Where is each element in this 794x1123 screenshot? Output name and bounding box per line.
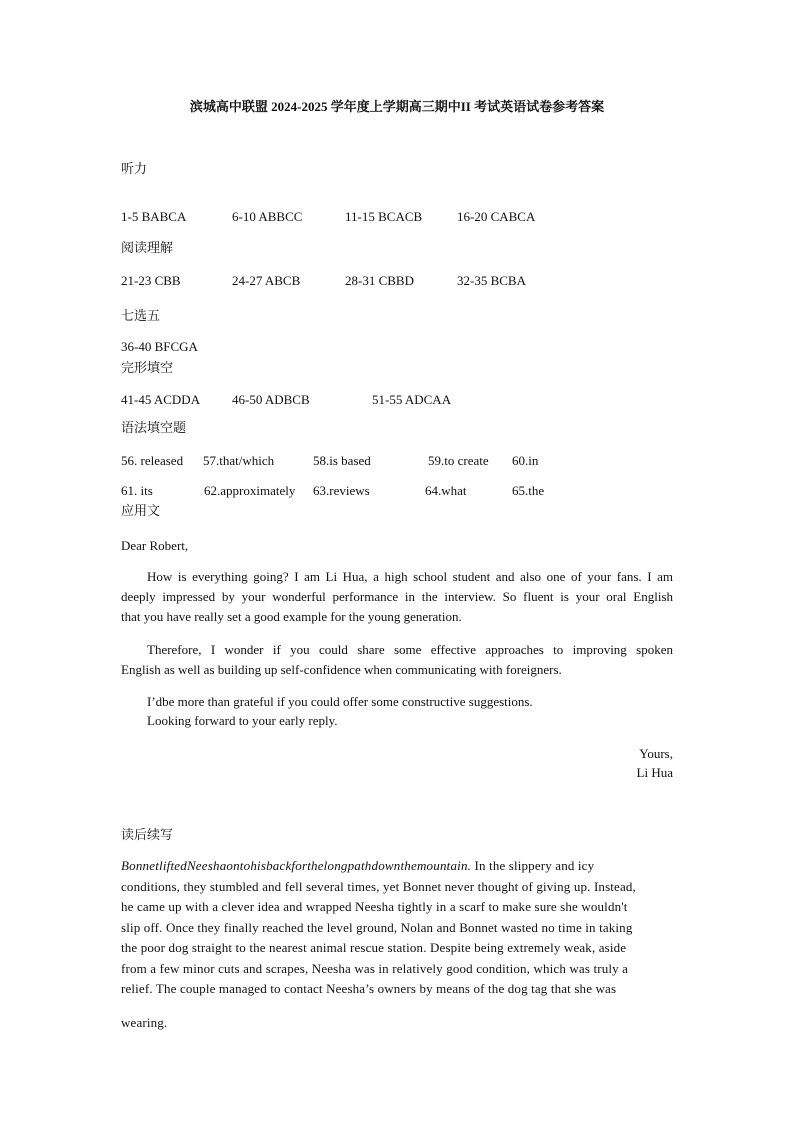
- section-heading-listening: 听力: [121, 162, 148, 177]
- letter-closing: Yours,: [639, 746, 673, 761]
- answer-group: 36-40 BFCGA: [121, 339, 198, 354]
- grammar-answer: 61. its: [121, 483, 153, 498]
- answer-group: 46-50 ADBCB: [232, 392, 310, 407]
- grammar-answer: 57.that/which: [203, 453, 275, 468]
- letter-line: Looking forward to your early reply.: [147, 713, 338, 728]
- story-opening-sentence: BonnetliftedNeeshaontohisbackforthelongpathdownthemountain.: [121, 858, 472, 873]
- section-heading-seven-choose-five: 七选五: [121, 309, 161, 324]
- answer-group: 16-20 CABCA: [457, 209, 536, 224]
- section-heading-application: 应用文: [121, 504, 161, 519]
- grammar-answer: 56. released: [121, 453, 184, 468]
- answer-group: 6-10 ABBCC: [232, 209, 303, 224]
- answer-group: 41-45 ACDDA: [121, 392, 201, 407]
- grammar-answer: 60.in: [512, 453, 539, 468]
- story-line: conditions, they stumbled and fell several times, yet Bonnet never thought of giving up. Instead,: [121, 879, 636, 894]
- letter-line: that you have really set a good example for the young generation.: [121, 609, 462, 624]
- grammar-answer: 63.reviews: [313, 483, 370, 498]
- story-line: [121, 856, 594, 876]
- grammar-answer: 62.approximately: [204, 483, 296, 498]
- document-title: 滨城高中联盟 2024-2025 学年度上学期高三期中II 考试英语试卷参考答案: [189, 99, 605, 114]
- answer-group: 11-15 BCACB: [345, 209, 423, 224]
- grammar-answer: 64.what: [425, 483, 467, 498]
- section-heading-cloze: 完形填空: [121, 361, 174, 376]
- grammar-answer: 59.to create: [428, 453, 489, 468]
- story-line: from a few minor cuts and scrapes, Neesha was in relatively good condition, which was truly a: [121, 961, 629, 976]
- letter-line: How is everything going? I am Li Hua, a high school student and also one of your fans. I am: [147, 569, 673, 584]
- answer-group: 24-27 ABCB: [232, 273, 301, 288]
- answer-group: 28-31 CBBD: [345, 273, 414, 288]
- story-line: the poor dog straight to the nearest animal rescue station. Despite being extremely weak, aside: [121, 940, 627, 955]
- letter-line: Therefore, I wonder if you could share some effective approaches to improving spoken: [147, 642, 673, 657]
- story-line-text: In the slippery and icy: [474, 858, 595, 873]
- answer-group: 51-55 ADCAA: [372, 392, 452, 407]
- letter-salutation: Dear Robert,: [121, 538, 189, 553]
- story-line: relief. The couple managed to contact Neesha’s owners by means of the dog tag that she was: [121, 981, 617, 996]
- letter-line: I’dbe more than grateful if you could offer some constructive suggestions.: [147, 694, 533, 709]
- grammar-answer: 58.is based: [313, 453, 371, 468]
- letter-line: English as well as building up self-confidence when communicating with foreigners.: [121, 662, 562, 677]
- section-heading-grammar: 语法填空题: [121, 421, 187, 436]
- section-heading-reading: 阅读理解: [121, 241, 174, 256]
- section-heading-continuation: 读后续写: [121, 828, 174, 843]
- grammar-answer: 65.the: [512, 483, 545, 498]
- story-line: slip off. Once they finally reached the level ground, Nolan and Bonnet wasted no time in taking: [121, 920, 633, 935]
- letter-signature: Li Hua: [636, 765, 673, 780]
- answer-group: 21-23 CBB: [121, 273, 181, 288]
- story-line: he came up with a clever idea and wrapped Neesha tightly in a scarf to make sure she wouldn't: [121, 899, 628, 914]
- answer-group: 1-5 BABCA: [121, 209, 187, 224]
- answer-group: 32-35 BCBA: [457, 273, 526, 288]
- story-line: wearing.: [121, 1015, 168, 1030]
- letter-line: deeply impressed by your wonderful performance in the interview. So fluent is your oral English: [121, 589, 673, 604]
